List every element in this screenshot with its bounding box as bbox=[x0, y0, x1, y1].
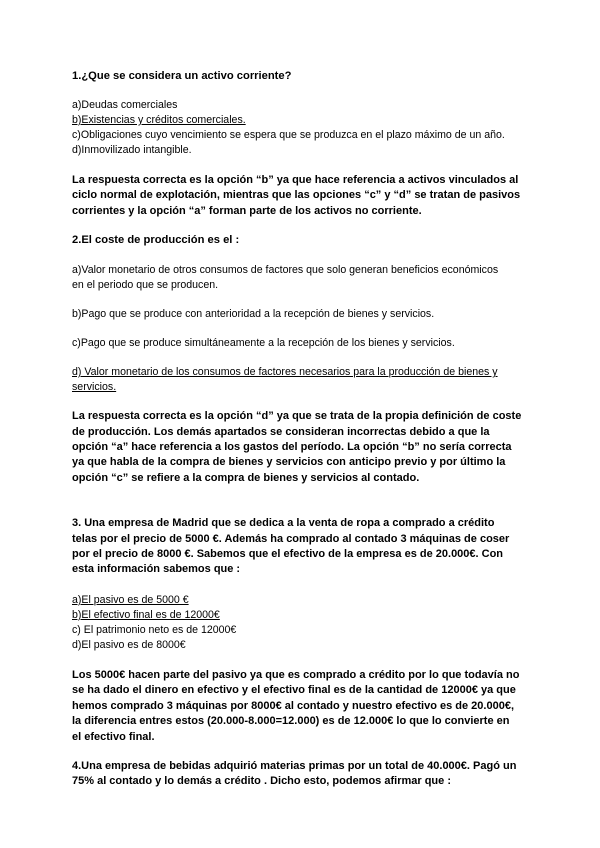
q3-answer bbox=[72, 668, 532, 745]
q1-option-b: b)Existencias y créditos comerciales. bbox=[72, 114, 246, 126]
q1-options bbox=[72, 98, 532, 158]
q3-option-c: c) El patrimonio neto es de 12000€ bbox=[72, 623, 237, 636]
q3-option-b: b)El efectivo final es de 12000€ bbox=[72, 608, 220, 621]
q2-answer-line: opción “a” hace referencia a los gastos del período. La opción “b” no sería correcta bbox=[72, 441, 512, 454]
q2-option-a-line: a)Valor monetario de otros consumos de factores que solo generan beneficios económicos bbox=[72, 264, 499, 277]
q1-option-a: a)Deudas comerciales bbox=[72, 99, 178, 111]
q3-answer-line: la diferencia entres estos (20.000-8.000=12.000) es de 12.000€ lo que lo convierte en bbox=[72, 715, 510, 728]
q2-option-a-line: en el periodo que se producen. bbox=[72, 279, 219, 292]
q1-answer-line: La respuesta correcta es la opción “b” ya que hace referencia a activos vinculados al bbox=[72, 174, 519, 186]
q1-option-c: c)Obligaciones cuyo vencimiento se espera que se produzca en el plazo máximo de un año. bbox=[72, 129, 505, 141]
q2-answer-line: de producción. Los demás apartados se consideran incorrectas debido a que la bbox=[72, 425, 490, 438]
q3-title-line: 3. Una empresa de Madrid que se dedica a la venta de ropa a comprado a crédito bbox=[72, 517, 495, 530]
q3-title bbox=[72, 516, 532, 578]
q3-title-line: esta información sabemos que : bbox=[72, 563, 241, 576]
q2-answer-line: opción “c” se refiere a la compra de bienes y servicios al contado. bbox=[72, 471, 420, 484]
q2-answer-line: ya que habla de la compra de bienes y servicios con anticipo previo y por último la bbox=[72, 456, 506, 469]
q3-title-line: por el precio de 8000 €. Sabemos que el efectivo de la empresa es de 20.000€. Con bbox=[72, 548, 504, 561]
q1-answer-line: corrientes y la opción “a” forman parte de los activos no corriente. bbox=[72, 204, 422, 217]
q2-answer bbox=[72, 409, 532, 486]
q3-answer-line: se ha dado el dinero en efectivo y el efectivo final es de la cantidad de 12000€ ya que bbox=[72, 684, 516, 697]
document-page bbox=[72, 66, 532, 790]
q2-option-d-line: servicios. bbox=[72, 381, 117, 394]
q3-title-line: telas por el precio de 5000 €. Además ha comprado al contado 3 máquinas de coser bbox=[72, 532, 510, 545]
q3-option-a: a)El pasivo es de 5000 € bbox=[72, 593, 189, 606]
q2-option-c: c)Pago que se produce simultáneamente a la recepción de los bienes y servicios. bbox=[72, 337, 455, 350]
q2-title: 2.El coste de producción es el : bbox=[72, 234, 240, 247]
q3-options bbox=[72, 593, 532, 653]
q3-answer-line: Los 5000€ hacen parte del pasivo ya que es comprado a crédito por lo que todavía no bbox=[72, 668, 520, 681]
q4-title-line: 75% al contado y lo demás a crédito . Dicho esto, podemos afirmar que : bbox=[72, 775, 451, 788]
q1-option-d: d)Inmovilizado intangible. bbox=[72, 144, 192, 156]
q4-title-line: 4.Una empresa de bebidas adquirió materias primas por un total de 40.000€. Pagó un bbox=[72, 759, 517, 772]
q3-answer-line: el efectivo final. bbox=[72, 730, 155, 743]
q3-option-d: d)El pasivo es de 8000€ bbox=[72, 638, 186, 651]
q1-title: 1.¿Que se considera un activo corriente? bbox=[72, 70, 292, 82]
q2-option-a bbox=[72, 263, 532, 293]
q4-title bbox=[72, 759, 532, 790]
q1-answer-line: ciclo normal de explotación, mientras que las opciones “c” y “d” se tratan de pasivos bbox=[72, 189, 521, 202]
q2-option-d bbox=[72, 365, 532, 395]
q3-answer-line: hemos comprado 3 máquinas por 8000€ al contado y nuestro efectivo es de 20.000€, bbox=[72, 699, 514, 712]
q2-answer-line: La respuesta correcta es la opción “d” ya que se trata de la propia definición de coste bbox=[72, 410, 522, 423]
q2-option-b: b)Pago que se produce con anterioridad a la recepción de bienes y servicios. bbox=[72, 308, 435, 321]
q1-answer bbox=[72, 173, 532, 219]
q2-option-d-line: d) Valor monetario de los consumos de factores necesarios para la producción de bienes y bbox=[72, 366, 498, 379]
